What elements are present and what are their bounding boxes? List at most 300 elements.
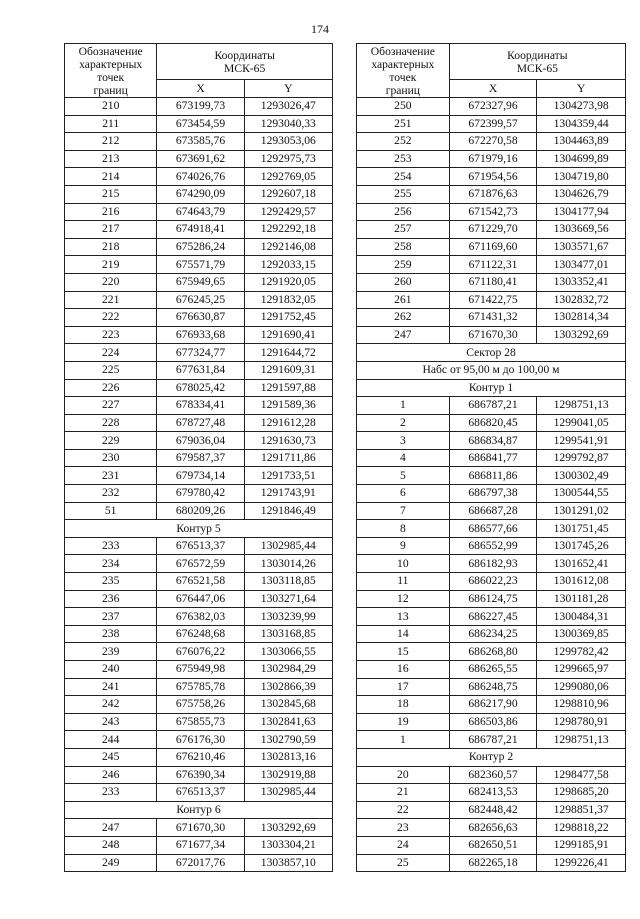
point-id: 219 bbox=[65, 256, 157, 274]
table-body bbox=[65, 98, 333, 872]
x-value: 677631,84 bbox=[157, 361, 244, 379]
point-id: 222 bbox=[65, 309, 157, 327]
x-value: 671979,16 bbox=[449, 150, 537, 168]
table-row bbox=[357, 115, 626, 133]
x-value: 671876,63 bbox=[449, 185, 537, 203]
y-value: 1293026,47 bbox=[244, 98, 332, 116]
y-value: 1300544,55 bbox=[537, 485, 626, 503]
x-value: 686797,38 bbox=[449, 485, 537, 503]
point-id: 262 bbox=[357, 309, 450, 327]
y-column-header: Y bbox=[537, 80, 626, 98]
header-line: характерных bbox=[79, 58, 143, 71]
table-row bbox=[65, 397, 333, 415]
x-value: 686552,99 bbox=[449, 537, 537, 555]
point-id: 210 bbox=[65, 98, 157, 116]
y-value: 1292607,18 bbox=[244, 185, 332, 203]
y-value: 1302845,68 bbox=[244, 696, 332, 714]
table-row bbox=[65, 449, 333, 467]
table-row bbox=[65, 344, 333, 362]
x-value: 673691,62 bbox=[157, 150, 244, 168]
y-value: 1298780,91 bbox=[537, 713, 626, 731]
point-id: 20 bbox=[357, 766, 450, 784]
x-value: 671670,30 bbox=[157, 819, 244, 837]
y-value: 1291711,86 bbox=[244, 449, 332, 467]
table-row bbox=[357, 625, 626, 643]
point-id: 14 bbox=[357, 625, 450, 643]
y-value: 1303857,10 bbox=[244, 854, 332, 872]
table-row bbox=[65, 537, 333, 555]
section-row bbox=[357, 379, 626, 397]
y-value: 1304626,79 bbox=[537, 185, 626, 203]
table-row bbox=[65, 379, 333, 397]
coordinate-system: МСК-65 bbox=[224, 62, 266, 75]
point-id: 243 bbox=[65, 713, 157, 731]
table-row bbox=[65, 291, 333, 309]
coordinate-system: МСК-65 bbox=[516, 62, 558, 75]
y-value: 1303118,85 bbox=[244, 573, 332, 591]
y-value: 1291733,51 bbox=[244, 467, 332, 485]
point-id: 257 bbox=[357, 221, 450, 239]
point-id: 22 bbox=[357, 801, 450, 819]
table-row bbox=[65, 748, 333, 766]
table-row bbox=[65, 819, 333, 837]
header-line: границ bbox=[385, 84, 420, 97]
point-id: 253 bbox=[357, 150, 450, 168]
x-value: 671670,30 bbox=[449, 326, 537, 344]
table-row bbox=[65, 696, 333, 714]
table-row bbox=[357, 449, 626, 467]
x-value: 675785,78 bbox=[157, 678, 244, 696]
x-value: 674290,09 bbox=[157, 185, 244, 203]
x-value: 671542,73 bbox=[449, 203, 537, 221]
x-value: 671169,60 bbox=[449, 238, 537, 256]
y-value: 1291644,72 bbox=[244, 344, 332, 362]
x-value: 686234,25 bbox=[449, 625, 537, 643]
point-id: 215 bbox=[65, 185, 157, 203]
y-value: 1293053,06 bbox=[244, 133, 332, 151]
x-value: 672399,57 bbox=[449, 115, 537, 133]
table-row bbox=[65, 203, 333, 221]
x-value: 686217,90 bbox=[449, 696, 537, 714]
point-id: 221 bbox=[65, 291, 157, 309]
point-id: 5 bbox=[357, 467, 450, 485]
x-value: 674026,76 bbox=[157, 168, 244, 186]
point-id: 211 bbox=[65, 115, 157, 133]
y-value: 1298751,13 bbox=[537, 397, 626, 415]
point-id: 217 bbox=[65, 221, 157, 239]
y-value: 1291612,28 bbox=[244, 414, 332, 432]
y-value: 1292769,05 bbox=[244, 168, 332, 186]
x-value: 678727,48 bbox=[157, 414, 244, 432]
point-id: 247 bbox=[65, 819, 157, 837]
y-value: 1292429,57 bbox=[244, 203, 332, 221]
table-row bbox=[65, 221, 333, 239]
x-value: 672017,76 bbox=[157, 854, 244, 872]
x-value: 676521,58 bbox=[157, 573, 244, 591]
table-row bbox=[357, 256, 626, 274]
point-id: 213 bbox=[65, 150, 157, 168]
table-row bbox=[65, 502, 333, 520]
y-value: 1292033,15 bbox=[244, 256, 332, 274]
point-id: 226 bbox=[65, 379, 157, 397]
y-value: 1299541,91 bbox=[537, 432, 626, 450]
x-value: 671677,34 bbox=[157, 836, 244, 854]
point-id: 1 bbox=[357, 397, 450, 415]
point-id: 228 bbox=[65, 414, 157, 432]
table-row bbox=[357, 414, 626, 432]
point-id: 224 bbox=[65, 344, 157, 362]
table-row bbox=[65, 414, 333, 432]
table-row bbox=[65, 133, 333, 151]
table-row bbox=[357, 485, 626, 503]
section-row bbox=[357, 344, 626, 362]
coordinates-title: Координаты bbox=[507, 49, 568, 62]
table-row bbox=[357, 520, 626, 538]
table-row bbox=[357, 678, 626, 696]
table-row bbox=[65, 150, 333, 168]
x-value: 679780,42 bbox=[157, 485, 244, 503]
y-value: 1303292,69 bbox=[537, 326, 626, 344]
section-title: Сектор 28 bbox=[357, 344, 626, 362]
x-value: 675949,98 bbox=[157, 661, 244, 679]
y-value: 1291920,05 bbox=[244, 273, 332, 291]
x-value: 682360,57 bbox=[449, 766, 537, 784]
table-row bbox=[65, 731, 333, 749]
point-id: 244 bbox=[65, 731, 157, 749]
x-value: 682448,42 bbox=[449, 801, 537, 819]
y-value: 1299665,97 bbox=[537, 661, 626, 679]
y-value: 1303292,69 bbox=[244, 819, 332, 837]
point-id: 25 bbox=[357, 854, 450, 872]
table-row bbox=[65, 854, 333, 872]
x-value: 671180,41 bbox=[449, 273, 537, 291]
point-id: 18 bbox=[357, 696, 450, 714]
x-value: 686820,45 bbox=[449, 414, 537, 432]
x-value: 678025,42 bbox=[157, 379, 244, 397]
point-id: 233 bbox=[65, 784, 157, 802]
point-id: 9 bbox=[357, 537, 450, 555]
table-row bbox=[65, 256, 333, 274]
y-value: 1302985,44 bbox=[244, 537, 332, 555]
y-value: 1291690,41 bbox=[244, 326, 332, 344]
x-column-header: X bbox=[449, 80, 537, 98]
y-value: 1304719,80 bbox=[537, 168, 626, 186]
point-id: 8 bbox=[357, 520, 450, 538]
x-value: 686687,28 bbox=[449, 502, 537, 520]
x-value: 676176,30 bbox=[157, 731, 244, 749]
table-row bbox=[357, 432, 626, 450]
point-id: 232 bbox=[65, 485, 157, 503]
header-line: точек bbox=[389, 71, 417, 84]
y-value: 1299185,91 bbox=[537, 836, 626, 854]
point-id: 231 bbox=[65, 467, 157, 485]
y-value: 1300484,31 bbox=[537, 608, 626, 626]
table-row bbox=[357, 608, 626, 626]
table-row bbox=[65, 309, 333, 327]
table-row bbox=[357, 502, 626, 520]
page-number: 174 bbox=[311, 22, 329, 36]
y-value: 1303066,55 bbox=[244, 643, 332, 661]
table-row bbox=[357, 696, 626, 714]
table-row bbox=[65, 643, 333, 661]
table-row bbox=[65, 485, 333, 503]
y-value: 1299226,41 bbox=[537, 854, 626, 872]
y-value: 1304699,89 bbox=[537, 150, 626, 168]
point-id: 258 bbox=[357, 238, 450, 256]
point-id: 254 bbox=[357, 168, 450, 186]
table-row bbox=[357, 766, 626, 784]
point-id: 21 bbox=[357, 784, 450, 802]
table-row bbox=[357, 537, 626, 555]
point-id: 23 bbox=[357, 819, 450, 837]
section-row bbox=[65, 520, 333, 538]
x-value: 686124,75 bbox=[449, 590, 537, 608]
y-value: 1291609,31 bbox=[244, 361, 332, 379]
y-value: 1291589,36 bbox=[244, 397, 332, 415]
y-value: 1301181,28 bbox=[537, 590, 626, 608]
y-value: 1303014,26 bbox=[244, 555, 332, 573]
table-row bbox=[357, 854, 626, 872]
table-row bbox=[357, 573, 626, 591]
point-id: 242 bbox=[65, 696, 157, 714]
y-column-header: Y bbox=[244, 80, 332, 98]
point-id: 236 bbox=[65, 590, 157, 608]
y-value: 1299792,87 bbox=[537, 449, 626, 467]
point-id: 24 bbox=[357, 836, 450, 854]
x-value: 675758,26 bbox=[157, 696, 244, 714]
table-row bbox=[357, 819, 626, 837]
point-id: 250 bbox=[357, 98, 450, 116]
y-value: 1304177,94 bbox=[537, 203, 626, 221]
table-row bbox=[65, 573, 333, 591]
x-value: 682656,63 bbox=[449, 819, 537, 837]
point-id: 230 bbox=[65, 449, 157, 467]
table-row bbox=[357, 467, 626, 485]
y-value: 1291752,45 bbox=[244, 309, 332, 327]
section-title: Контур 5 bbox=[65, 520, 333, 538]
y-value: 1303304,21 bbox=[244, 836, 332, 854]
x-value: 686787,21 bbox=[449, 397, 537, 415]
table-row bbox=[65, 361, 333, 379]
x-value: 686248,75 bbox=[449, 678, 537, 696]
y-value: 1301745,26 bbox=[537, 537, 626, 555]
y-value: 1291846,49 bbox=[244, 502, 332, 520]
y-value: 1298818,22 bbox=[537, 819, 626, 837]
y-value: 1291597,88 bbox=[244, 379, 332, 397]
point-id: 218 bbox=[65, 238, 157, 256]
y-value: 1292146,08 bbox=[244, 238, 332, 256]
x-value: 676447,06 bbox=[157, 590, 244, 608]
table-row bbox=[65, 238, 333, 256]
table-row bbox=[357, 590, 626, 608]
table-row bbox=[65, 836, 333, 854]
point-id: 220 bbox=[65, 273, 157, 291]
table-row bbox=[65, 784, 333, 802]
x-value: 682265,18 bbox=[449, 854, 537, 872]
point-id: 6 bbox=[357, 485, 450, 503]
point-id: 235 bbox=[65, 573, 157, 591]
table-row bbox=[357, 836, 626, 854]
y-value: 1291743,91 bbox=[244, 485, 332, 503]
x-value: 686834,87 bbox=[449, 432, 537, 450]
y-value: 1298685,20 bbox=[537, 784, 626, 802]
y-value: 1302984,29 bbox=[244, 661, 332, 679]
y-value: 1293040,33 bbox=[244, 115, 332, 133]
x-value: 671422,75 bbox=[449, 291, 537, 309]
x-value: 686227,45 bbox=[449, 608, 537, 626]
y-value: 1300302,49 bbox=[537, 467, 626, 485]
table-row bbox=[65, 98, 333, 116]
section-row bbox=[65, 801, 333, 819]
table-row bbox=[65, 326, 333, 344]
point-id: 2 bbox=[357, 414, 450, 432]
table-row bbox=[65, 713, 333, 731]
header-line: Обозначение bbox=[370, 45, 435, 58]
point-id: 216 bbox=[65, 203, 157, 221]
coordinates-title: Координаты bbox=[214, 49, 275, 62]
y-value: 1304273,98 bbox=[537, 98, 626, 116]
section-title: Контур 6 bbox=[65, 801, 333, 819]
point-id: 7 bbox=[357, 502, 450, 520]
table-row bbox=[65, 608, 333, 626]
x-value: 675286,24 bbox=[157, 238, 244, 256]
point-id: 237 bbox=[65, 608, 157, 626]
header-line: точек bbox=[97, 71, 125, 84]
point-id: 11 bbox=[357, 573, 450, 591]
x-value: 682413,53 bbox=[449, 784, 537, 802]
x-value: 686811,86 bbox=[449, 467, 537, 485]
y-value: 1303239,99 bbox=[244, 608, 332, 626]
table-row bbox=[357, 784, 626, 802]
point-id: 229 bbox=[65, 432, 157, 450]
x-value: 676933,68 bbox=[157, 326, 244, 344]
point-designation-header bbox=[357, 44, 450, 98]
coordinates-table-left bbox=[64, 43, 333, 872]
point-id: 51 bbox=[65, 502, 157, 520]
header-line: Обозначение bbox=[78, 45, 143, 58]
y-value: 1302813,16 bbox=[244, 748, 332, 766]
y-value: 1299041,05 bbox=[537, 414, 626, 432]
y-value: 1300369,85 bbox=[537, 625, 626, 643]
table-row bbox=[357, 273, 626, 291]
table-row bbox=[357, 326, 626, 344]
table-row bbox=[357, 661, 626, 679]
y-value: 1298851,37 bbox=[537, 801, 626, 819]
x-value: 676513,37 bbox=[157, 784, 244, 802]
table-row bbox=[65, 590, 333, 608]
y-value: 1303352,41 bbox=[537, 273, 626, 291]
table-row bbox=[357, 731, 626, 749]
point-id: 247 bbox=[357, 326, 450, 344]
y-value: 1298810,96 bbox=[537, 696, 626, 714]
x-value: 679036,04 bbox=[157, 432, 244, 450]
x-value: 673454,59 bbox=[157, 115, 244, 133]
point-id: 212 bbox=[65, 133, 157, 151]
x-value: 677324,77 bbox=[157, 344, 244, 362]
point-id: 214 bbox=[65, 168, 157, 186]
point-id: 1 bbox=[357, 731, 450, 749]
point-id: 251 bbox=[357, 115, 450, 133]
x-value: 674918,41 bbox=[157, 221, 244, 239]
table-row bbox=[65, 661, 333, 679]
x-value: 686787,21 bbox=[449, 731, 537, 749]
table-body bbox=[357, 98, 626, 872]
table-row bbox=[357, 238, 626, 256]
table-row bbox=[357, 397, 626, 415]
table-row bbox=[357, 713, 626, 731]
table-row bbox=[357, 185, 626, 203]
x-value: 676513,37 bbox=[157, 537, 244, 555]
point-id: 252 bbox=[357, 133, 450, 151]
point-id: 15 bbox=[357, 643, 450, 661]
y-value: 1302841,63 bbox=[244, 713, 332, 731]
table-row bbox=[357, 291, 626, 309]
x-value: 686265,55 bbox=[449, 661, 537, 679]
x-value: 686182,93 bbox=[449, 555, 537, 573]
section-title: Контур 1 bbox=[357, 379, 626, 397]
point-id: 16 bbox=[357, 661, 450, 679]
table-row bbox=[357, 98, 626, 116]
y-value: 1292975,73 bbox=[244, 150, 332, 168]
x-value: 678334,41 bbox=[157, 397, 244, 415]
table-row bbox=[65, 273, 333, 291]
table-row bbox=[65, 678, 333, 696]
section-title: Контур 2 bbox=[357, 748, 626, 766]
y-value: 1302919,88 bbox=[244, 766, 332, 784]
table-row bbox=[357, 168, 626, 186]
header-line: границ bbox=[93, 84, 128, 97]
x-value: 679734,14 bbox=[157, 467, 244, 485]
point-id: 233 bbox=[65, 537, 157, 555]
x-value: 671954,56 bbox=[449, 168, 537, 186]
y-value: 1301612,08 bbox=[537, 573, 626, 591]
point-id: 256 bbox=[357, 203, 450, 221]
table-row bbox=[65, 467, 333, 485]
section-row bbox=[357, 361, 626, 379]
point-id: 227 bbox=[65, 397, 157, 415]
x-value: 686503,86 bbox=[449, 713, 537, 731]
coordinates-table-right bbox=[356, 43, 626, 872]
table-row bbox=[357, 801, 626, 819]
y-value: 1302790,59 bbox=[244, 731, 332, 749]
x-value: 676390,34 bbox=[157, 766, 244, 784]
point-id: 255 bbox=[357, 185, 450, 203]
y-value: 1302832,72 bbox=[537, 291, 626, 309]
point-id: 259 bbox=[357, 256, 450, 274]
x-value: 680209,26 bbox=[157, 502, 244, 520]
point-id: 249 bbox=[65, 854, 157, 872]
y-value: 1299782,42 bbox=[537, 643, 626, 661]
y-value: 1292292,18 bbox=[244, 221, 332, 239]
section-row bbox=[357, 748, 626, 766]
point-id: 234 bbox=[65, 555, 157, 573]
table-row bbox=[65, 766, 333, 784]
point-id: 4 bbox=[357, 449, 450, 467]
y-value: 1302866,39 bbox=[244, 678, 332, 696]
x-value: 679587,37 bbox=[157, 449, 244, 467]
y-value: 1291630,73 bbox=[244, 432, 332, 450]
y-value: 1304359,44 bbox=[537, 115, 626, 133]
point-id: 246 bbox=[65, 766, 157, 784]
x-value: 671122,31 bbox=[449, 256, 537, 274]
point-id: 248 bbox=[65, 836, 157, 854]
point-id: 17 bbox=[357, 678, 450, 696]
point-id: 239 bbox=[65, 643, 157, 661]
y-value: 1298477,58 bbox=[537, 766, 626, 784]
point-id: 223 bbox=[65, 326, 157, 344]
coordinates-header bbox=[157, 44, 333, 80]
y-value: 1299080,06 bbox=[537, 678, 626, 696]
